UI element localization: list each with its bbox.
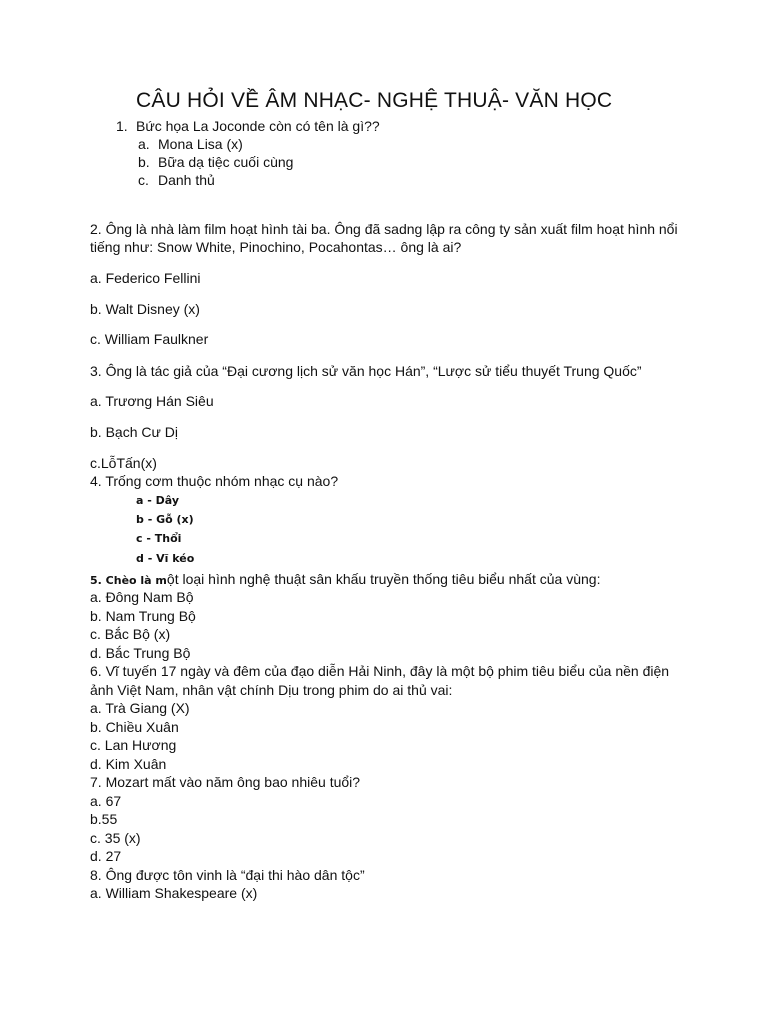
q1-option-b: Bữa dạ tiệc cuối cùng bbox=[158, 154, 294, 170]
q1-option-b-letter: b. bbox=[138, 154, 150, 170]
q6-question-line1: 6. Vĩ tuyến 17 ngày và đêm của đạo diễn Hải Ninh, đây là một bộ phim tiêu biểu của nền điện bbox=[90, 663, 670, 679]
q7-question: 7. Mozart mất vào năm ông bao nhiêu tuổi? bbox=[90, 774, 361, 790]
document-title: CÂU HỎI VỀ ÂM NHẠC- NGHỆ THUẬ- VĂN HỌC bbox=[136, 89, 613, 112]
q8-option-a: a. William Shakespeare (x) bbox=[90, 885, 258, 901]
q6-option-d: d. Kim Xuân bbox=[90, 756, 167, 772]
q8-question: 8. Ông được tôn vinh là “đại thi hào dân tộc” bbox=[90, 867, 365, 883]
q6-option-a: a. Trà Giang (X) bbox=[90, 700, 190, 716]
q4-option-a: a - Dây bbox=[136, 494, 180, 507]
q7-option-a: a. 67 bbox=[90, 793, 122, 809]
q1-option-c-letter: c. bbox=[138, 172, 149, 188]
q5-question-rest: ột loại hình nghệ thuật sân khấu truyền thống tiêu biểu nhất của vùng: bbox=[166, 571, 601, 587]
q5-question-bold: 5. Chèo là m bbox=[90, 574, 167, 587]
q5-question bbox=[90, 570, 600, 590]
q2-question-line1: 2. Ông là nhà làm film hoạt hình tài ba. Ông đã sadng lập ra công ty sản xuất film hoạt hình nổi bbox=[90, 221, 678, 237]
q2-question-line2: tiếng như: Snow White, Pinochino, Pocahontas… ông là ai? bbox=[90, 239, 462, 255]
q5-option-d: d. Bắc Trung Bộ bbox=[90, 645, 191, 661]
q4-option-b: b - Gỗ (x) bbox=[136, 513, 194, 526]
q4-question: 4. Trống cơm thuộc nhóm nhạc cụ nào? bbox=[90, 473, 339, 489]
q5-option-c: c. Bắc Bộ (x) bbox=[90, 626, 171, 642]
q3-question: 3. Ông là tác giả của “Đại cương lịch sử văn học Hán”, “Lược sử tiểu thuyết Trung Quốc” bbox=[90, 363, 642, 379]
q1-option-a: Mona Lisa (x) bbox=[158, 136, 243, 152]
q7-option-c: c. 35 (x) bbox=[90, 830, 141, 846]
q1-number: 1. bbox=[116, 118, 128, 134]
q3-option-a: a. Trương Hán Siêu bbox=[90, 393, 214, 409]
q6-option-b: b. Chiều Xuân bbox=[90, 719, 179, 735]
q5-option-a: a. Đông Nam Bộ bbox=[90, 589, 194, 605]
q2-option-a: a. Federico Fellini bbox=[90, 270, 201, 286]
q1-option-a-letter: a. bbox=[138, 136, 150, 152]
q6-option-c: c. Lan Hương bbox=[90, 737, 177, 753]
q3-option-b: b. Bạch Cư Dị bbox=[90, 424, 178, 440]
q4-option-d: d - Vĩ kéo bbox=[136, 552, 195, 565]
q1-option-c: Danh thủ bbox=[158, 172, 215, 188]
q1-question: Bức họa La Joconde còn có tên là gì?? bbox=[136, 118, 380, 134]
q2-option-c: c. William Faulkner bbox=[90, 331, 209, 347]
q5-option-b: b. Nam Trung Bộ bbox=[90, 608, 196, 624]
q7-option-b: b.55 bbox=[90, 811, 118, 827]
q6-question-line2: ảnh Việt Nam, nhân vật chính Dịu trong phim do ai thủ vai: bbox=[90, 682, 453, 698]
q2-option-b: b. Walt Disney (x) bbox=[90, 301, 200, 317]
q3-option-c: c.LỗTấn(x) bbox=[90, 455, 157, 471]
q4-option-c: c - Thổi bbox=[136, 532, 182, 545]
q7-option-d: d. 27 bbox=[90, 848, 122, 864]
